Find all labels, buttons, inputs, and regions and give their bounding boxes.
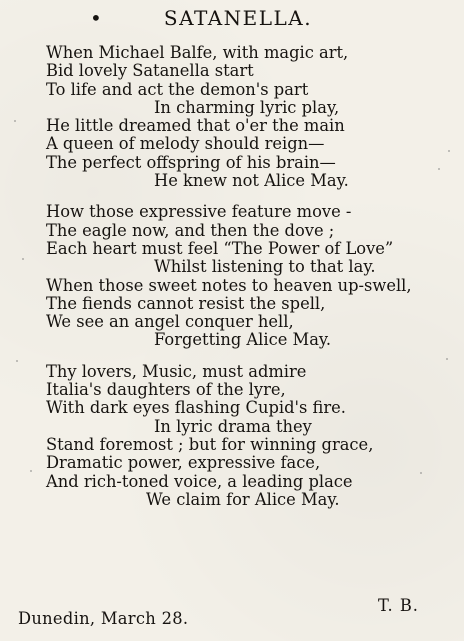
poem-line: And rich-toned voice, a leading place: [46, 471, 353, 491]
scan-speck: [14, 120, 16, 122]
poem-line: Stand foremost ; but for winning grace,: [46, 434, 374, 454]
bullet-mark: •: [90, 6, 102, 30]
poem-line: He knew not Alice May.: [154, 171, 349, 191]
poem-line: In charming lyric play,: [154, 97, 340, 117]
poem-line: When those sweet notes to heaven up-swell,: [46, 275, 412, 295]
poem-body: [46, 44, 456, 522]
stanza-1: [46, 44, 456, 190]
scan-speck: [16, 360, 18, 362]
poem-line: Italia's daughters of the lyre,: [46, 380, 286, 400]
poem-line: We see an angel conquer hell,: [46, 312, 294, 332]
poem-title: SATANELLA.: [163, 6, 313, 30]
poem-line: With dark eyes flashing Cupid's fire.: [46, 398, 346, 418]
stanza-3: [46, 363, 456, 509]
dateline: Dunedin, March 28.: [18, 609, 189, 628]
poem-line: Forgetting Alice May.: [154, 330, 332, 350]
author-signature: T. B.: [378, 596, 419, 615]
poem-line: When Michael Balfe, with magic art,: [46, 43, 349, 62]
poem-line: A queen of melody should reign—: [46, 134, 325, 154]
stanza-2: [46, 203, 456, 349]
scan-speck: [420, 472, 422, 474]
poem-line: He little dreamed that o'er the main: [46, 116, 345, 136]
scan-speck: [438, 168, 440, 170]
poem-line: Whilst listening to that lay.: [154, 257, 376, 277]
scan-speck: [448, 150, 450, 152]
scan-speck: [446, 358, 448, 360]
poem-line: We claim for Alice May.: [146, 489, 340, 509]
poem-line: The perfect offspring of his brain—: [46, 152, 336, 172]
poem-line: The eagle now, and then the dove ;: [46, 220, 335, 240]
poem-line: Dramatic power, expressive face,: [46, 453, 321, 473]
poem-line: Bid lovely Satanella start: [46, 61, 254, 81]
poem-line: Thy lovers, Music, must admire: [46, 361, 307, 381]
poem-line: To life and act the demon's part: [46, 79, 309, 99]
poem-line: How those expressive feature move -: [46, 202, 352, 222]
scan-speck: [22, 258, 24, 260]
poem-line: In lyric drama they: [154, 416, 312, 436]
poem-line: The fiends cannot resist the spell,: [46, 293, 326, 313]
poem-line: Each heart must feel “The Power of Love”: [46, 238, 394, 258]
scan-speck: [30, 470, 32, 472]
